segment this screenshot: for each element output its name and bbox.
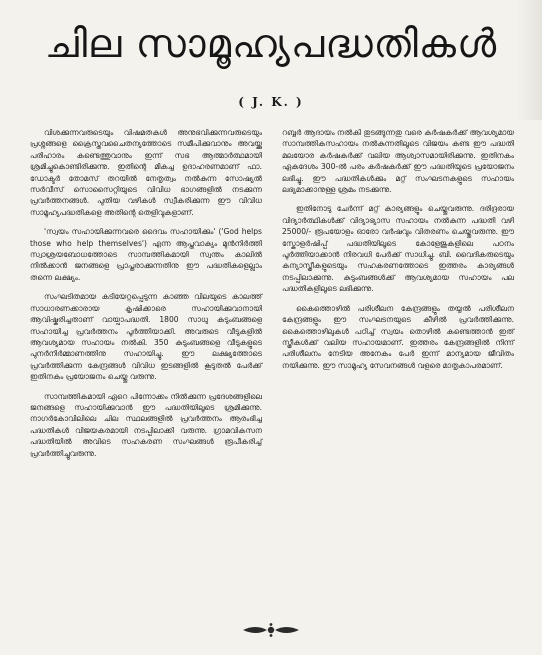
article-title: ചില സാമൂഹ്യപദ്ധതികൾ [44,22,498,67]
paragraph: 'സ്വയം സഹായിക്കുന്നവരെ ദൈവം സഹായിക്കും' ('God helps those who help themselves') എന്ന ആപ്തവാക്യം മുൻനിർത്തി സ്വാശ്രയബോധത്തോടെ സാമ്പത്തികമായി സ്വന്തം കാലിൽ നിൽക്കാൻ ജനങ്ങളെ പ്രാപ്തരാക്കുന്നതിനു ഈ പദ്ധതികളെല്ലാം തന്നെ ലക്ഷ്യം. [30,227,262,282]
paragraph: വിശക്കുന്നവരുടെയും വിഷമതകൾ അനുഭവിക്കുന്നവരുടെയും പ്രശ്നങ്ങളെ ക്രൈസ്തവചൈതന്യത്തോടെ സമീപിക്കുവാനും അവയ്ക്കു പരിഹാരം കണ്ടെത്തുവാനും ഇന്ന് സഭ ആത്മാർത്ഥമായി ശ്രമിച്ചുകൊണ്ടിരിക്കുന്നു. ഇതിന്റെ മികച്ച ഉദാഹരണമാണ് ഫാ. ഡോക്ടർ തോമസ് തറയിൽ നേതൃത്വം നൽകുന്ന സോഷ്യൽ സർവീസ് സൊസൈറ്റിയുടെ വിവിധ ഭാഗങ്ങളിൽ നടക്കുന്ന പ്രവർത്തനങ്ങൾ. പുതിയ വഴികൾ സ്വീകരിക്കുന്ന ഈ വിവിധ സാമൂഹ്യപദ്ധതികളെ അതിന്റെ തെളിവുകളാണ്. [30,128,262,217]
paragraph: സാമ്പത്തികമായി ഏറെ പിന്നോക്കം നിൽക്കുന്ന പ്രദേശങ്ങളിലെ ജനങ്ങളെ സഹായിക്കുവാൻ ഈ പദ്ധതിയിലൂടെ ശ്രമിക്കുന്നു. നാഗർകോവിലിലെ ചില സ്ഥലങ്ങളിൽ പ്രവർത്തനം ആരംഭിച്ച പദ്ധതികൾ വിജയകരമായി നടപ്പിലാക്കി വരുന്നു. ഗ്രാമവികസന പദ്ധതിയിൽ അവിടെ സഹകരണ സംഘങ്ങൾ രൂപീകരിച്ച് പ്രവർത്തിച്ചുവരുന്നു. [30,391,262,458]
end-ornament-icon [0,622,542,642]
paragraph: സംഘടിതമായ കടിയേറ്റപ്പെടുന്ന കാഞ്ഞ വിലയുടെ കാലത്ത് സാധാരണക്കാരായ കൃഷിക്കാരെ സഹായിക്കുവാനായി ആവിഷ്കരിച്ചതാണ് വായ്പാപദ്ധതി. 1800 സാധു കുടുംബങ്ങളെ സഹായിച്ച പ്രവർത്തനം പൂർത്തിയാക്കി. അവരുടെ വീടുകളിൽ ആവശ്യമായ സഹായം നൽകി. 350 കുടുംബങ്ങളെ വീടുകളുടെ പുനർനിർമ്മാണത്തിനു സഹായിച്ചു. ഈ ലക്ഷ്യത്തോടെ പ്രവർത്തിക്കുന്ന കേന്ദ്രങ്ങൾ വിവിധ ഇടങ്ങളിൽ കൂടുതൽ പേർക്ക് ഇതിനകം പ്രയോജനം ചെയ്തു വരുന്നു. [30,292,262,382]
paragraph: കൈത്തൊഴിൽ പരിശീലന കേന്ദ്രങ്ങളും തയ്യൽ പരിശീലന കേന്ദ്രങ്ങളും ഈ സംഘടനയുടെ കീഴിൽ പ്രവർത്തിക്കുന്നു. കൈത്തൊഴിലുകൾ പഠിച്ച് സ്വയം തൊഴിൽ കണ്ടെത്താൻ ഇത് സ്ത്രീകൾക്ക് വലിയ സഹായമാണ്. ഇത്തരം കേന്ദ്രങ്ങളിൽ നിന്ന് പരിശീലനം നേടിയ അനേകം പേർ ഇന്ന് മാന്യമായ ജീവിതം നയിക്കുന്നു. ഈ സാമൂഹ്യ സേവനങ്ങൾ വളരെ മാതൃകാപരമാണ്. [282,303,514,370]
paragraph: റബ്ബർ ആദായം നൽകി തുടങ്ങുന്നതു വരെ കർഷകർക്ക് ആവശ്യമായ സാമ്പത്തികസഹായം നൽകുന്നതിലൂടെ വിജയം കണ്ട ഈ പദ്ധതി മലയോര കർഷകർക്ക് വലിയ ആശ്വാസമായിരിക്കുന്നു. ഇതിനകം ഏകദേശം 300-ൽ പരം കർഷകർക്ക് ഈ പദ്ധതിയുടെ പ്രയോജനം ലഭിച്ചു. ഈ പദ്ധതികൾക്കും മറ്റ് സംഘടനകളുടെ സഹായം ലഭ്യമാക്കാനുള്ള ശ്രമം നടക്കുന്നു. [282,128,514,195]
right-column [282,127,514,379]
paragraph: ഇതിനോടു ചേർന്ന് മറ്റ് കാര്യങ്ങളും ചെയ്തുവരുന്നു. ദരിദ്രരായ വിദ്യാർത്ഥികൾക്ക് വിദ്യാഭ്യാസ സഹായം നൽകുന്ന പദ്ധതി വഴി 25000/- രൂപയോളം ഓരോ വർഷവും വിതരണം ചെയ്തുവരുന്നു. ഈ സ്കോളർഷിപ്പ് പദ്ധതിയിലൂടെ കോളേജുകളിലെ പഠനം പൂർത്തിയാക്കാൻ നിരവധി പേർക്ക് സാധിച്ചു. ബി. വൈദികരുടെയും കന്യാസ്ത്രീകളുടെയും സഹകരണത്തോടെ ഇത്തരം കാര്യങ്ങൾ നടപ്പിലാക്കുന്നു. കുടുംബങ്ങൾക്ക് ആവശ്യമായ സഹായം പല പദ്ധതികളിലൂടെ ലഭിക്കുന്നു. [282,204,514,294]
left-column [30,127,262,467]
article-author: ( J. K. ) [238,95,304,109]
